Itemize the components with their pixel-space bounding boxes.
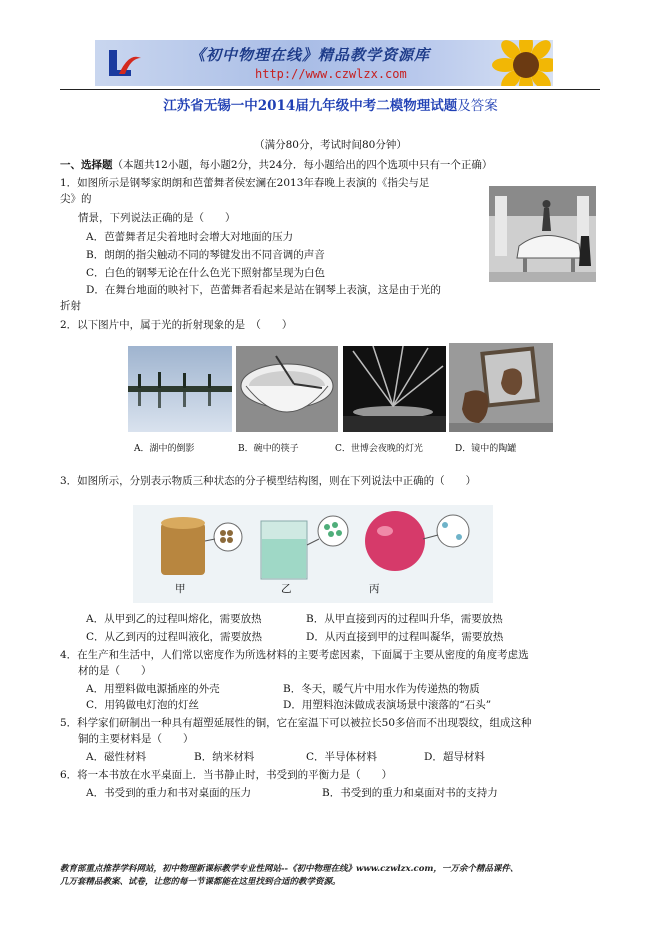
q4-option-c: C．用钨做电灯泡的灯丝 (86, 699, 200, 711)
q4-option-b: B．冬天，暖气片中用水作为传递热的物质 (283, 683, 480, 695)
q1-stem-line2: 尖》的 (60, 193, 92, 205)
page-title (0, 94, 661, 114)
q2-stem: 2．以下图片中，属于光的折射现象的是 （ ） (60, 319, 293, 331)
q2-photo-d (449, 343, 553, 432)
q1-stem-line3: 情景，下列说法正确的是（ ） (78, 212, 236, 224)
q6-stem: 6．将一本书放在水平桌面上．当书静止时，书受到的平衡力是（ ） (60, 769, 393, 781)
section-heading-label: 一、选择题 (60, 159, 113, 171)
q1-option-d-line2: 折射 (60, 300, 81, 312)
q2-photo-a (128, 346, 232, 432)
lake-reflection-image (128, 346, 232, 432)
q4-stem-line2: 材的是（ ） (78, 665, 152, 677)
page-footer (60, 863, 605, 889)
q3-stem: 3．如图所示，分别表示物质三种状态的分子模型结构图，则在下列说法中正确的（ ） (60, 475, 477, 487)
q1-option-a: A．芭蕾舞者足尖着地时会增大对地面的压力 (86, 231, 294, 243)
q3-option-b: B．从甲直接到丙的过程叫升华，需要放热 (306, 613, 503, 625)
sunflower-icon (491, 40, 553, 86)
banner-url[interactable]: http://www.czwlzx.com (255, 67, 407, 81)
q5-option-b: B．纳米材料 (194, 751, 255, 763)
q1-figure-photo (489, 186, 596, 282)
page-title-suffix: 及答案 (457, 98, 498, 114)
section-heading-note: （本题共12小题，每小题2分，共24分．每小题给出的四个选项中只有一个正确） (112, 159, 493, 171)
q2-caption-a: A．湖中的倒影 (134, 444, 195, 454)
q5-option-d: D．超导材料 (424, 751, 485, 763)
page-title-main: 江苏省无锡一中2014届九年级中考二模物理试题 (163, 98, 458, 114)
footer-line1: 教育部重点推荐学科网站，初中物理新课标教学专业性网站--《初中物理在线》www.czwlzx.com，一万余个精品课件、 (60, 864, 519, 874)
q5-option-c: C．半导体材料 (306, 751, 378, 763)
q5-option-a: A．磁性材料 (86, 751, 147, 763)
piano-dancer-image (489, 186, 596, 282)
q2-caption-d: D．镜中的陶罐 (455, 444, 517, 454)
mirror-pot-image (449, 343, 553, 432)
q1-option-b: B．朗朗的指尖触动不同的琴键发出不同音调的声音 (86, 249, 325, 261)
site-logo-icon (105, 44, 143, 82)
q5-stem-line1: 5．科学家们研制出一种具有超塑延展性的铜，它在室温下可以被拉长50多倍而不出现裂纹，组成这种 (60, 717, 532, 729)
q3-label-bing: 丙 (369, 583, 380, 595)
q2-photo-b (236, 346, 338, 432)
banner-title: 《初中物理在线》精品教学资源库 (190, 46, 431, 64)
molecular-states-diagram (133, 505, 493, 603)
q4-option-d: D．用塑料泡沫做成表演场景中滚落的“石头” (283, 699, 492, 711)
footer-line2: 几万套精品教案、试卷，让您的每一节课都能在这里找到合适的教学资源。 (60, 877, 341, 887)
q2-photo-c (343, 346, 446, 432)
q4-option-a: A．用塑料做电源插座的外壳 (86, 683, 220, 695)
q3-option-d: D．从丙直接到甲的过程叫凝华，需要放热 (306, 631, 504, 643)
q3-label-jia: 甲 (175, 583, 186, 595)
q3-option-a: A．从甲到乙的过程叫熔化，需要放热 (86, 613, 262, 625)
chopsticks-bowl-image (236, 346, 338, 432)
header-banner (95, 40, 553, 86)
q3-label-yi: 乙 (281, 583, 292, 595)
q2-caption-b: B．碗中的筷子 (238, 444, 299, 454)
q2-caption-c: C．世博会夜晚的灯光 (335, 444, 423, 454)
q3-option-c: C．从乙到丙的过程叫液化，需要放热 (86, 631, 263, 643)
q6-option-b: B．书受到的重力和桌面对书的支持力 (322, 787, 498, 799)
q1-stem-line1: 1．如图所示是钢琴家朗朗和芭蕾舞者侯宏澜在2013年春晚上表演的《指尖与足 (60, 177, 430, 189)
q1-option-d-line1: D．在舞台地面的映衬下，芭蕾舞者看起来是站在钢琴上表演，这是由于光的 (86, 284, 441, 296)
header-divider (60, 89, 600, 90)
q6-option-a: A．书受到的重力和书对桌面的压力 (86, 787, 252, 799)
q4-stem-line1: 4．在生产和生活中，人们常以密度作为所选材料的主要考虑因素，下面属于主要从密度的角度考虑选 (60, 649, 529, 661)
exam-meta: （满分80分，考试时间80分钟） (254, 139, 407, 151)
expo-night-lights-image (343, 346, 446, 432)
q5-stem-line2: 铜的主要材料是（ ） (78, 733, 194, 745)
section-heading (60, 158, 492, 172)
q3-figure (133, 505, 493, 603)
q1-option-c: C．白色的钢琴无论在什么色光下照射都呈现为白色 (86, 267, 326, 279)
